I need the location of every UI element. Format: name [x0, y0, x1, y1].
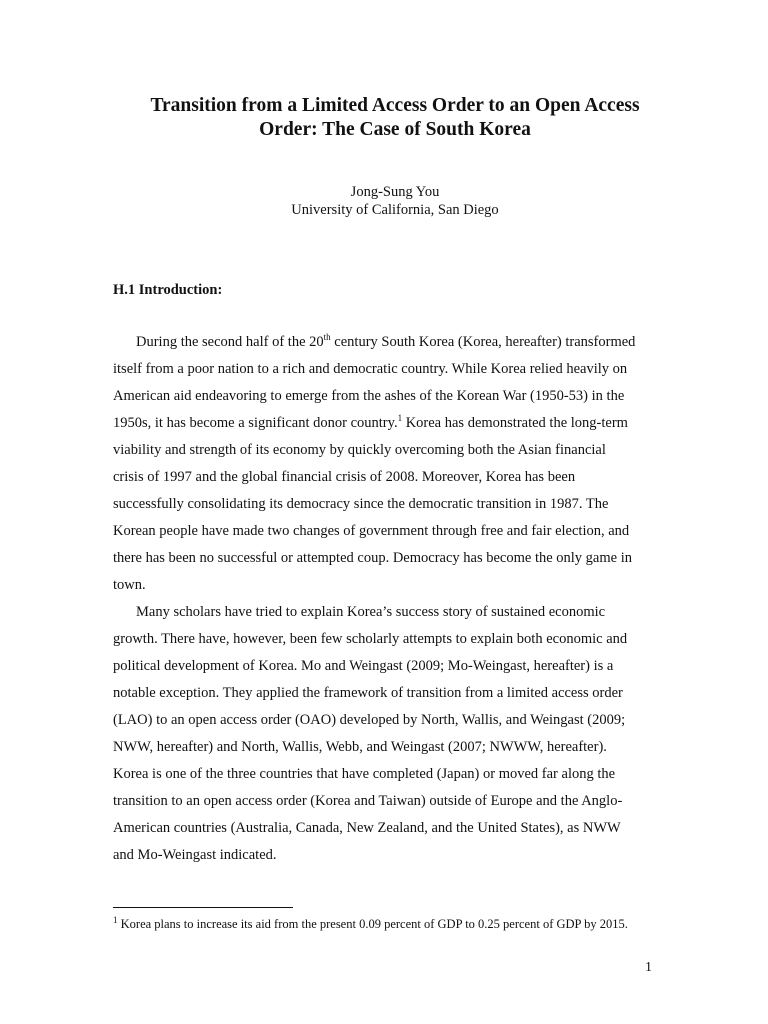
- text-segment: century South Korea (Korea, hereafter) transformed: [330, 334, 636, 350]
- title-line-2: Order: The Case of South Korea: [259, 119, 531, 140]
- footnote: [113, 916, 673, 932]
- text-line: (LAO) to an open access order (OAO) developed by North, Wallis, and Weingast (2009;: [113, 712, 626, 728]
- text-line: Korea is one of the three countries that have completed (Japan) or moved far along the: [113, 766, 616, 782]
- text-line: American aid endeavoring to emerge from the ashes of the Korean War (1950-53) in the: [113, 388, 625, 404]
- text-line: Korean people have made two changes of government through free and fair election, and: [113, 523, 630, 539]
- text-line: transition to an open access order (Korea and Taiwan) outside of Europe and the Anglo-: [113, 793, 623, 809]
- section-heading: H.1 Introduction:: [113, 282, 223, 298]
- text-line: and Mo-Weingast indicated.: [113, 847, 277, 863]
- footnote-text: Korea plans to increase its aid from the present 0.09 percent of GDP to 0.25 percent of GDP by 2015.: [117, 917, 628, 931]
- text-line: NWW, hereafter) and North, Wallis, Webb, and Weingast (2007; NWWW, hereafter).: [113, 739, 607, 755]
- title-line-1: Transition from a Limited Access Order to an Open Access: [150, 95, 640, 116]
- text-line: American countries (Australia, Canada, New Zealand, and the United States), as NWW: [113, 820, 621, 836]
- text-line: Many scholars have tried to explain Korea’s success story of sustained economic: [136, 604, 606, 620]
- body-text: [113, 329, 658, 869]
- text-line: notable exception. They applied the framework of transition from a limited access order: [113, 685, 623, 701]
- text-line: itself from a poor nation to a rich and democratic country. While Korea relied heavily on: [113, 361, 628, 377]
- paper-title: [100, 94, 690, 142]
- author-affiliation: University of California, San Diego: [291, 202, 499, 218]
- author-name: Jong-Sung You: [350, 184, 440, 200]
- paragraph: [113, 329, 658, 599]
- text-line: town.: [113, 577, 146, 593]
- footnote-divider: [113, 907, 293, 908]
- author-block: [100, 183, 690, 219]
- superscript: th: [323, 332, 331, 343]
- text-line: viability and strength of its economy by quickly overcoming both the Asian financial: [113, 442, 606, 458]
- paragraph: [113, 599, 658, 869]
- footnote-marker: 1: [113, 914, 118, 925]
- page-number: 1: [645, 960, 652, 975]
- superscript: 1: [397, 413, 403, 424]
- text-segment: Korea has demonstrated the long-term: [402, 415, 628, 431]
- text-segment: During the second half of the 20: [136, 334, 324, 350]
- text-line: successfully consolidating its democracy since the democratic transition in 1987. The: [113, 496, 609, 512]
- text-line: [113, 329, 658, 356]
- text-line: crisis of 1997 and the global financial crisis of 2008. Moreover, Korea has been: [113, 469, 576, 485]
- text-line: political development of Korea. Mo and Weingast (2009; Mo-Weingast, hereafter) is a: [113, 658, 614, 674]
- text-line: [113, 410, 658, 437]
- text-line: there has been no successful or attempted coup. Democracy has become the only game in: [113, 550, 632, 566]
- text-segment: 1950s, it has become a significant donor country.: [113, 415, 398, 431]
- text-line: growth. There have, however, been few scholarly attempts to explain both economic and: [113, 631, 628, 647]
